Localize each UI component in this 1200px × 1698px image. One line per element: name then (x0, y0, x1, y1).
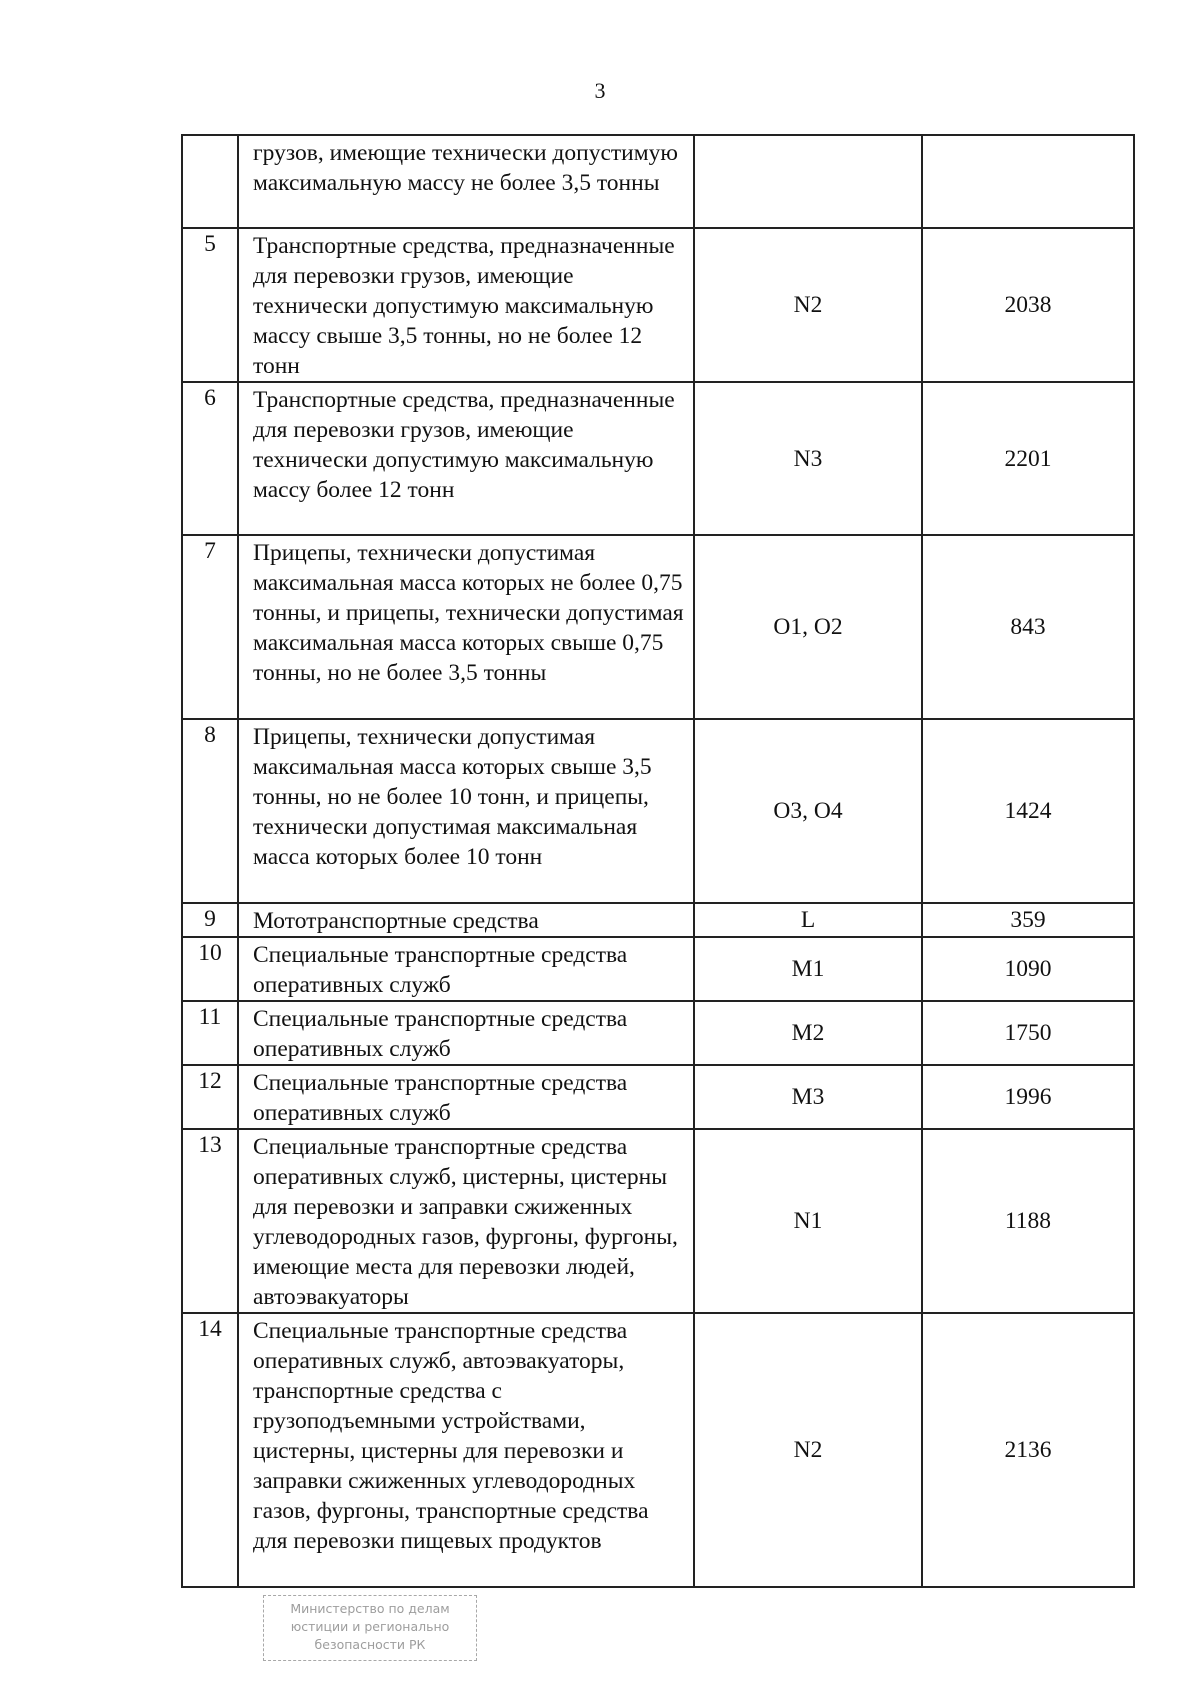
row-value: 2201 (922, 382, 1134, 535)
row-description: Транспортные средства, предназначенные для перевозки грузов, имеющие технически допустимую максимальную массу более 12 тонн (238, 382, 694, 535)
row-category: N1 (694, 1129, 922, 1313)
row-description: Специальные транспортные средства оперативных служб (238, 937, 694, 1001)
row-category: L (694, 903, 922, 937)
row-category: O1, O2 (694, 535, 922, 719)
row-category: N2 (694, 228, 922, 382)
row-value (922, 135, 1134, 228)
row-number: 5 (182, 228, 238, 382)
stamp-line: Министерство по делам (290, 1601, 450, 1616)
table-row (182, 228, 1134, 382)
row-description: Специальные транспортные средства оперативных служб (238, 1001, 694, 1065)
vehicle-categories-table (181, 134, 1135, 1588)
row-value: 1424 (922, 719, 1134, 903)
table-row (182, 535, 1134, 719)
row-description: Специальные транспортные средства оперативных служб (238, 1065, 694, 1129)
row-category (694, 135, 922, 228)
row-description: Транспортные средства, предназначенные для перевозки грузов, имеющие технически допустимую максимальную массу свыше 3,5 тонны, но не более 12 тонн (238, 228, 694, 382)
row-number: 7 (182, 535, 238, 719)
row-number: 14 (182, 1313, 238, 1587)
row-value: 359 (922, 903, 1134, 937)
stamp-line: юстиции и регионально (290, 1619, 450, 1634)
row-number: 12 (182, 1065, 238, 1129)
row-number: 13 (182, 1129, 238, 1313)
row-category: M1 (694, 937, 922, 1001)
row-category: M2 (694, 1001, 922, 1065)
row-number: 9 (182, 903, 238, 937)
row-description: Специальные транспортные средства оперативных служб, цистерны, цистерны для перевозки и заправки сжиженных углеводородных газов, фургоны, фургоны, имеющие места для перевозки людей, автоэвакуаторы (238, 1129, 694, 1313)
row-description: грузов, имеющие технически допустимую максимальную массу не более 3,5 тонны (238, 135, 694, 228)
row-number: 11 (182, 1001, 238, 1065)
table-row (182, 1065, 1134, 1129)
row-category: N2 (694, 1313, 922, 1587)
table-row (182, 382, 1134, 535)
table-row (182, 719, 1134, 903)
row-description: Прицепы, технически допустимая максимальная масса которых свыше 3,5 тонны, но не более 10 тонн, и прицепы, технически допустимая максимальная масса которых более 10 тонн (238, 719, 694, 903)
row-value: 2038 (922, 228, 1134, 382)
row-description: Специальные транспортные средства оперативных служб, автоэвакуаторы, транспортные средства с грузоподъемными устройствами, цистерны, цистерны для перевозки и заправки сжиженных углеводородных газов, фургоны, транспортные средства для перевозки пищевых продуктов (238, 1313, 694, 1587)
row-number: 10 (182, 937, 238, 1001)
row-description: Мототранспортные средства (238, 903, 694, 937)
row-category: N3 (694, 382, 922, 535)
row-value: 2136 (922, 1313, 1134, 1587)
table-row (182, 1129, 1134, 1313)
row-value: 1188 (922, 1129, 1134, 1313)
row-number (182, 135, 238, 228)
row-value: 843 (922, 535, 1134, 719)
row-number: 6 (182, 382, 238, 535)
stamp-line: безопасности РК (314, 1637, 426, 1652)
registration-stamp (263, 1595, 477, 1661)
row-value: 1996 (922, 1065, 1134, 1129)
row-number: 8 (182, 719, 238, 903)
page-number: 3 (594, 78, 606, 103)
table-row (182, 1001, 1134, 1065)
table-row (182, 903, 1134, 937)
row-description: Прицепы, технически допустимая максимальная масса которых не более 0,75 тонны, и прицепы, технически допустимая максимальная масса которых свыше 0,75 тонны, но не более 3,5 тонны (238, 535, 694, 719)
row-value: 1090 (922, 937, 1134, 1001)
table-row (182, 937, 1134, 1001)
table-row (182, 1313, 1134, 1587)
table-row (182, 135, 1134, 228)
row-category: O3, O4 (694, 719, 922, 903)
row-category: M3 (694, 1065, 922, 1129)
row-value: 1750 (922, 1001, 1134, 1065)
